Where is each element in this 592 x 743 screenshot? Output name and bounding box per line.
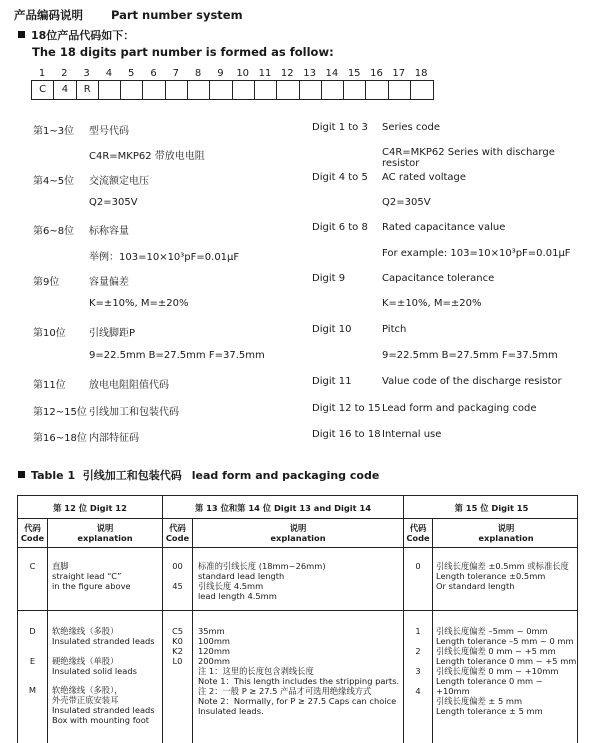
header-digit-15: 第 15 位 Digit 15 [454, 503, 529, 513]
digit-number: 18 [414, 68, 428, 79]
digit-box [300, 81, 322, 99]
spec-label-en: Digit 6 to 8 [312, 222, 368, 233]
table-title [18, 467, 379, 483]
spec-label-zh: 第4~5位 [33, 176, 75, 187]
digit-number: 12 [280, 68, 294, 79]
digit-box [166, 81, 188, 99]
square-bullet-icon [18, 471, 25, 478]
spec-desc-en: Pitch [382, 324, 407, 335]
digit-box [255, 81, 277, 99]
spec-desc-zh: 内部特征码 [89, 433, 139, 444]
digit-number: 13 [303, 68, 316, 79]
spec-desc-zh: 放电电阻阻值代码 [89, 380, 169, 391]
digit-number: 11 [258, 68, 272, 79]
digit-number: 4 [105, 68, 113, 79]
digit-number: 17 [392, 68, 406, 79]
spec-desc-zh: 交流额定电压 [89, 176, 149, 187]
digit-box [188, 81, 210, 99]
col-code-header: 代码 Code [406, 523, 430, 543]
header-digit-13-14: 第 13 位和第 14 位 Digit 13 and Digit 14 [194, 503, 372, 513]
digit-number: 16 [370, 68, 383, 79]
col-expl-header: 说明 explanation [77, 523, 133, 543]
d13-codes-a: 00 45 [172, 561, 183, 591]
spec-label-zh: 第16~18位 [33, 433, 87, 444]
col-expl-header: 说明 explanation [478, 523, 534, 543]
digit-box [233, 81, 255, 99]
spec-label-en: Digit 16 to 18 [312, 429, 381, 440]
table-divider [18, 610, 577, 611]
spec-label-en: Digit 9 [312, 273, 346, 284]
spec-desc-en: 9=22.5mm B=27.5mm F=37.5mm [382, 350, 558, 361]
spec-label-zh: 第12~15位 [33, 407, 87, 418]
digit-number: 15 [347, 68, 361, 79]
header-digit-12: 第 12 位 Digit 12 [53, 503, 127, 513]
spec-label-en: Digit 12 to 15 [312, 403, 381, 414]
d13-expl-b: 35mm 100mm 120mm 200mm 注 1：这里的长度包含剥线长度 Note 1：This length includes the stripping parts. 注 2：一般 P ≥ 27.5 产品才可选用绝缘线方式 Note 2：Normally, for P ≥ 27.5 Caps can choice Insulated leads. [198, 626, 400, 716]
digit-box [121, 81, 143, 99]
digit-box [322, 81, 344, 99]
table-title-prefix: Table 1 [31, 469, 76, 482]
spec-label-zh: 第1~3位 [33, 126, 75, 137]
digit-box [99, 81, 121, 99]
spec-desc-en: C4R=MKP62 Series with discharge resistor [382, 147, 555, 169]
code-d: D [29, 626, 36, 636]
digit-box: R [77, 81, 99, 99]
digit-box [210, 81, 232, 99]
spec-desc-en: Lead form and packaging code [382, 403, 537, 414]
d12-expl-c: 直脚 straight lead “C” in the figure above [52, 561, 131, 591]
lead-form-table [17, 495, 578, 743]
subtitle-zh: 18位产品代码如下： [31, 29, 135, 42]
col-code-header: 代码 Code [20, 523, 45, 543]
table-divider [47, 518, 48, 743]
table-title-zh: 引线加工和包装代码 [82, 469, 182, 482]
spec-desc-zh: K=±10%, M=±20% [89, 298, 189, 309]
digit-box-row [31, 80, 434, 100]
d12-expl-m: 软绝缘线（多股）， 外壳带正底安装耳 Insulated stranded leads Box with mounting foot [52, 685, 155, 725]
d13-codes-b: C5 K0 K2 L0 [171, 626, 184, 666]
spec-desc-en: Rated capacitance value [382, 222, 506, 233]
title-zh: 产品编码说明 [14, 8, 83, 22]
code-e: E [29, 656, 36, 666]
digit-number: 2 [61, 68, 68, 79]
spec-label-zh: 第6~8位 [33, 226, 75, 237]
subtitle-en: The 18 digits part number is formed as follow: [32, 45, 334, 59]
spec-desc-zh: 9=22.5mm B=27.5mm F=37.5mm [89, 350, 265, 361]
spec-desc-zh: 型号代码 [89, 126, 129, 137]
spec-desc-zh: 标称容量 [89, 226, 129, 237]
digit-number: 3 [83, 68, 90, 79]
table-divider [432, 518, 433, 743]
square-bullet-icon [18, 31, 25, 38]
spec-desc-zh: 引线加工和包装代码 [89, 407, 179, 418]
spec-label-en: Digit 11 [312, 376, 352, 387]
spec-label-en: Digit 1 to 3 [312, 122, 368, 133]
digit-number: 9 [217, 68, 224, 79]
spec-desc-en: Capacitance tolerance [382, 273, 495, 284]
d15-code-0: 0 [415, 561, 421, 571]
table-divider [18, 518, 577, 519]
spec-desc-zh: C4R=MKP62 带放电电阻 [89, 151, 205, 162]
spec-desc-en: AC rated voltage [382, 172, 467, 183]
digit-number: 14 [325, 68, 339, 79]
d15-expl-b: 引线长度偏差 –5mm ~ 0mm Length tolerance –5 mm ~ 0 mm 引线长度偏差 0 mm ~ +5 mm Length tolerance 0 mm ~ +5 mm 引线长度偏差 0 mm ~ +10mm Length tolerance 0 mm ~ +10mm 引线长度偏差 ± 5 mm Length tolerance ± 5 mm [436, 626, 577, 716]
spec-label-zh: 第10位 [33, 328, 66, 339]
digit-box [389, 81, 411, 99]
digit-number: 5 [128, 68, 135, 79]
page-title [14, 7, 243, 23]
col-expl-header: 说明 explanation [270, 523, 326, 543]
digit-number: 10 [236, 68, 250, 79]
d15-expl-a: 引线长度偏差 ±0.5mm 或标准长度 Length tolerance ±0.5mm Or standard length [436, 561, 569, 591]
digit-number: 8 [194, 68, 202, 79]
digit-box [366, 81, 388, 99]
digit-number: 6 [150, 68, 157, 79]
table-title-en: lead form and packaging code [191, 469, 380, 482]
spec-desc-en: Value code of the discharge resistor [382, 376, 562, 387]
digit-box [344, 81, 366, 99]
digit-box [143, 81, 165, 99]
col-code-header: 代码 Code [165, 523, 190, 543]
code-m: M [28, 685, 37, 695]
spec-desc-en: K=±10%, M=±20% [382, 298, 482, 309]
digit-box [411, 81, 433, 99]
digit-number: 7 [172, 68, 179, 79]
spec-label-en: Digit 4 to 5 [312, 172, 368, 183]
table-divider [18, 547, 577, 548]
spec-desc-en: For example: 103=10×10³pF=0.01μF [382, 248, 571, 259]
spec-label-en: Digit 10 [312, 324, 352, 335]
title-en: Part number system [111, 8, 243, 22]
subtitle-zh-line [18, 27, 134, 43]
d15-codes-b: 1 2 3 4 [415, 626, 421, 696]
code-c: C [29, 561, 36, 571]
spec-desc-en: Q2=305V [382, 197, 431, 208]
d12-expl-e: 硬绝缘线（单股） Insulated solid leads [52, 656, 137, 676]
spec-label-zh: 第9位 [33, 277, 60, 288]
spec-desc-zh: 容量偏差 [89, 277, 129, 288]
spec-desc-zh: 举例：103=10×10³pF=0.01μF [89, 252, 240, 263]
digit-number: 1 [38, 68, 46, 79]
spec-desc-en: Internal use [382, 429, 442, 440]
table-divider [192, 518, 193, 743]
spec-label-zh: 第11位 [33, 380, 66, 391]
digit-box: C [32, 81, 54, 99]
d12-expl-d: 软绝缘线（多股） Insulated stranded leads [52, 626, 155, 646]
spec-desc-zh: Q2=305V [89, 197, 138, 208]
spec-desc-zh: 引线脚距P [89, 328, 136, 339]
digit-box [277, 81, 299, 99]
d13-expl-a: 标准的引线长度 (18mm~26mm) standard lead length 引线长度 4.5mm lead length 4.5mm [198, 561, 326, 601]
spec-desc-en: Series code [382, 122, 441, 133]
digit-box: 4 [54, 81, 76, 99]
